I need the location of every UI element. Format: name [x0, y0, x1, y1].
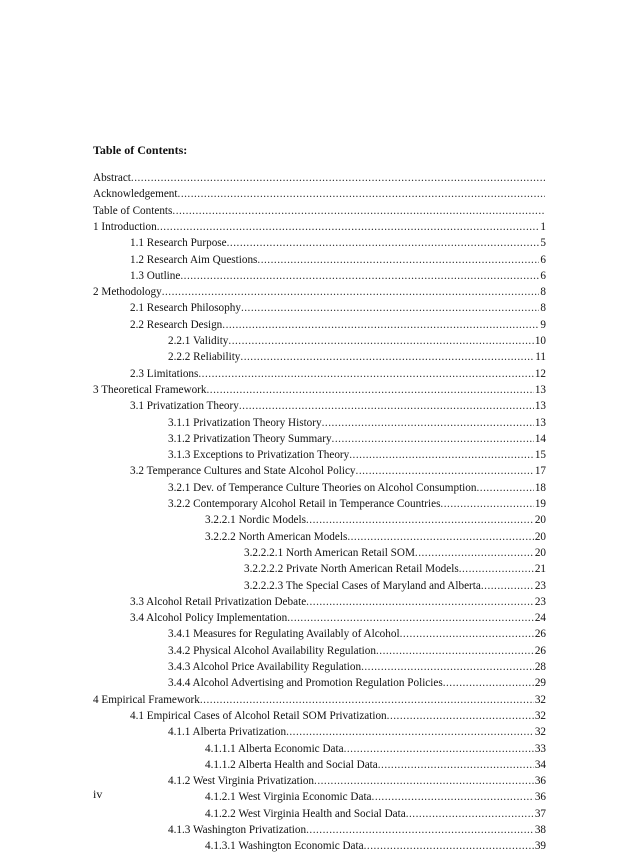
toc-entry-page: 39	[534, 840, 546, 853]
toc-dot-leader	[406, 806, 534, 822]
toc-dot-leader	[440, 496, 533, 512]
toc-entry-title: 3.4.2 Physical Alcohol Availability Regulation	[168, 644, 376, 657]
toc-dot-leader	[228, 333, 533, 349]
toc-entry	[130, 708, 546, 724]
toc-entry-page: 11	[535, 351, 546, 364]
toc-entry-title: 3.1.1 Privatization Theory History	[168, 416, 322, 429]
toc-entry-title: 3.4.4 Alcohol Advertising and Promotion Regulation Policies	[168, 677, 443, 690]
toc-dot-leader	[314, 773, 534, 789]
toc-heading: Table of Contents:	[93, 143, 188, 157]
toc-entry-title: 3.1 Privatization Theory	[130, 400, 239, 413]
toc-entry-page: 20	[534, 514, 546, 527]
toc-entry	[205, 789, 546, 805]
toc-dot-leader	[162, 284, 540, 300]
toc-entry-title: 3.4 Alcohol Policy Implementation	[130, 612, 288, 625]
toc-dot-leader	[372, 789, 534, 805]
toc-entry-title: 3.1.3 Exceptions to Privatization Theory	[168, 449, 350, 462]
toc-entry	[168, 496, 546, 512]
toc-entry-title: 3.2.2.2 North American Models	[205, 530, 348, 543]
toc-entry	[130, 594, 546, 610]
toc-entry-page: 32	[534, 693, 546, 706]
toc-dot-leader	[241, 300, 539, 316]
toc-dot-leader	[387, 708, 534, 724]
toc-entry-page: 23	[534, 579, 546, 592]
toc-entry-page: 36	[534, 775, 546, 788]
toc-entry	[168, 333, 546, 349]
toc-entry-page: 13	[534, 416, 546, 429]
toc-entry	[130, 610, 546, 626]
toc-entry-title: 1 Introduction	[93, 220, 157, 233]
toc-entry	[168, 643, 546, 659]
toc-dot-leader	[287, 610, 534, 626]
toc-entry-page: 14	[534, 432, 546, 445]
toc-entry	[168, 773, 546, 789]
toc-entry-page: 8	[540, 286, 546, 299]
toc-entry-page: 29	[534, 677, 546, 690]
toc-entry	[93, 203, 546, 219]
toc-entry-title: 3.2.2.1 Nordic Models	[205, 514, 306, 527]
toc-dot-leader	[306, 512, 534, 528]
toc-entry-title: 1.2 Research Aim Questions	[130, 253, 258, 266]
toc-entry-title: 3.3 Alcohol Retail Privatization Debate	[130, 595, 307, 608]
toc-entry-page: 24	[534, 612, 546, 625]
toc-entry-page: 32	[534, 709, 546, 722]
toc-entry-page: 5	[540, 237, 546, 250]
toc-dot-leader	[222, 317, 539, 333]
toc-dot-leader	[306, 822, 534, 838]
toc-entry-page: 36	[534, 791, 546, 804]
toc-dot-leader	[364, 838, 534, 854]
toc-entry	[130, 268, 546, 284]
toc-entry-page: 34	[534, 758, 546, 771]
toc-entry-title: Abstract	[93, 172, 131, 184]
toc-entry-page: 6	[540, 253, 546, 266]
toc-entry-page: 32	[534, 726, 546, 739]
page-number: iv	[93, 787, 103, 801]
toc-dot-leader	[344, 741, 534, 757]
toc-entry-title: 3 Theoretical Framework	[93, 383, 207, 396]
toc-entry-page: 26	[534, 644, 546, 657]
toc-entry-page: 19	[534, 498, 546, 510]
toc-dot-leader	[200, 692, 534, 708]
toc-entry-title: 4.1.3.1 Washington Economic Data	[205, 840, 364, 853]
toc-entry	[205, 806, 546, 822]
toc-dot-leader	[240, 349, 534, 365]
toc-entry	[205, 512, 546, 528]
toc-dot-leader	[172, 203, 545, 219]
toc-entry	[130, 317, 546, 333]
toc-entry-page: 6	[540, 269, 546, 282]
toc-entry	[130, 398, 546, 414]
toc-entry-page: 12	[534, 367, 546, 380]
toc-entry	[205, 529, 546, 545]
toc-entry-title: 4.1.2.2 West Virginia Health and Social Data	[205, 807, 406, 820]
toc-entry-title: 4 Empirical Framework	[93, 693, 200, 706]
toc-entry	[93, 219, 546, 235]
toc-entry-title: 3.2 Temperance Cultures and State Alcohol Policy	[130, 465, 356, 478]
toc-entry-page: 20	[534, 530, 546, 543]
toc-dot-leader	[322, 415, 534, 431]
toc-dot-leader	[207, 382, 534, 398]
toc-entry-page: 20	[534, 546, 546, 559]
toc-entry-title: 1.3 Outline	[130, 269, 181, 282]
toc-entry-page: 1	[540, 220, 546, 233]
toc-entry-title: 3.2.2.2.2 Private North American Retail Models	[244, 563, 459, 576]
toc-dot-leader	[286, 724, 534, 740]
toc-dot-leader	[306, 594, 534, 610]
toc-entry-page: 21	[534, 563, 546, 576]
toc-entry	[168, 659, 546, 675]
toc-entry-title: 2.2.1 Validity	[168, 335, 229, 347]
toc-entry-page: 26	[534, 628, 546, 641]
toc-entry-title: 2.2 Research Design	[130, 318, 223, 331]
toc-entry	[130, 366, 546, 382]
toc-entry	[205, 838, 546, 854]
toc-entry-title: Acknowledgement	[93, 188, 178, 201]
toc-entry	[205, 757, 546, 773]
toc-dot-leader	[356, 463, 534, 479]
toc-entry-title: 3.1.2 Privatization Theory Summary	[168, 432, 332, 445]
toc-dot-leader	[257, 252, 539, 268]
toc-dot-leader	[178, 186, 545, 202]
toc-entry-title: 3.2.2.2.3 The Special Cases of Maryland and Alberta	[244, 579, 481, 592]
toc-entry-title: 3.2.2.2.1 North American Retail SOM	[244, 546, 415, 559]
toc-entry	[93, 692, 546, 708]
toc-dot-leader	[443, 675, 534, 691]
toc-entry-page: 38	[534, 824, 546, 836]
toc-entry	[168, 724, 546, 740]
toc-entry-title: 3.4.3 Alcohol Price Availability Regulation	[168, 661, 362, 673]
toc-entry-title: Table of Contents	[93, 204, 173, 217]
toc-entry-title: 2 Methodology	[93, 286, 162, 299]
toc-entry	[168, 626, 546, 642]
toc-entry-title: 4.1.1.1 Alberta Economic Data	[205, 742, 344, 755]
toc-dot-leader	[347, 529, 534, 545]
toc-entry	[168, 415, 546, 431]
toc-entry-page: 33	[534, 742, 546, 755]
toc-entry-page: 13	[534, 400, 546, 413]
toc-entry	[168, 480, 546, 496]
toc-entry	[93, 284, 546, 300]
toc-dot-leader	[239, 398, 534, 414]
toc-entry-title: 4.1.1.2 Alberta Health and Social Data	[205, 758, 378, 771]
toc-entry-page: 23	[534, 595, 546, 608]
toc-entry	[168, 349, 546, 365]
toc-entry	[205, 741, 546, 757]
toc-entry-page: 28	[534, 661, 546, 673]
toc-dot-leader	[476, 480, 533, 496]
toc-entry	[244, 545, 546, 561]
toc-entry-title: 3.2.1 Dev. of Temperance Culture Theories on Alcohol Consumption	[168, 481, 477, 494]
toc-entry-title: 2.3 Limitations	[130, 367, 199, 380]
toc-entry-title: 1.1 Research Purpose	[130, 237, 227, 250]
toc-entry	[168, 431, 546, 447]
toc-dot-leader	[131, 170, 545, 186]
toc-entry	[244, 561, 546, 577]
toc-entry-title: 2.2.2 Reliability	[168, 351, 241, 364]
toc-dot-leader	[459, 561, 534, 577]
toc-dot-leader	[349, 447, 534, 463]
toc-entry-page: 15	[534, 449, 546, 462]
toc-entry-page: 13	[534, 383, 546, 396]
toc-entry-title: 4.1.2.1 West Virginia Economic Data	[205, 791, 372, 804]
toc-entry-page: 18	[534, 481, 546, 494]
toc-entry	[130, 463, 546, 479]
toc-entry-title: 3.2.2 Contemporary Alcohol Retail in Temperance Countries	[168, 498, 441, 510]
toc-entry-title: 3.4.1 Measures for Regulating Availably of Alcohol	[168, 628, 400, 641]
toc-dot-leader	[332, 431, 534, 447]
toc-dot-leader	[361, 659, 534, 675]
toc-entry	[168, 822, 546, 838]
toc-dot-leader	[378, 757, 534, 773]
toc-dot-leader	[157, 219, 540, 235]
toc-entry-title: 2.1 Research Philosophy	[130, 302, 241, 315]
toc-entry-page: 9	[540, 318, 546, 331]
toc-entry	[93, 382, 546, 398]
toc-dot-leader	[198, 366, 533, 382]
toc-dot-leader	[376, 643, 534, 659]
toc-entry-page: 17	[534, 465, 546, 478]
toc-entry	[168, 447, 546, 463]
toc-entry-title: 4.1.2 West Virginia Privatization	[168, 775, 315, 788]
toc-dot-leader	[481, 578, 534, 594]
toc-entry	[130, 235, 546, 251]
toc-entry-page: 8	[540, 302, 546, 315]
toc-entry-title: 4.1.1 Alberta Privatization	[168, 726, 287, 739]
toc-entry-title: 4.1 Empirical Cases of Alcohol Retail SOM Privatization	[130, 709, 387, 722]
toc-entry-title: 4.1.3 Washington Privatization	[168, 824, 307, 836]
toc-dot-leader	[180, 268, 539, 284]
toc-dot-leader	[415, 545, 534, 561]
toc-entry	[130, 300, 546, 316]
toc-entry-page: 37	[534, 807, 546, 820]
toc-entry	[93, 186, 546, 202]
toc-dot-leader	[400, 626, 534, 642]
toc-entry	[93, 170, 546, 186]
toc-entry-page: 10	[534, 335, 546, 347]
toc-entry	[168, 675, 546, 691]
toc-entry	[244, 578, 546, 594]
toc-dot-leader	[227, 235, 540, 251]
toc-entry	[130, 252, 546, 268]
